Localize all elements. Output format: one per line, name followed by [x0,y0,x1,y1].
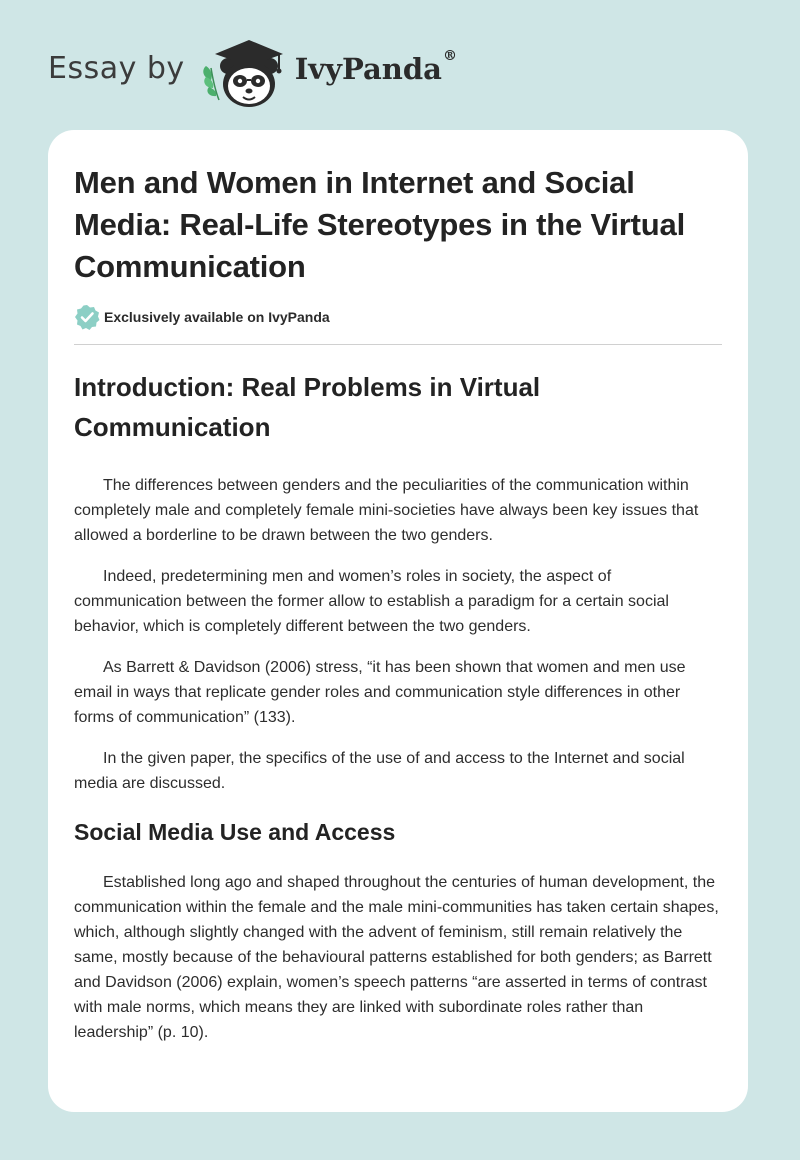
brand-prefix: Essay by [48,50,185,86]
essay-card [48,130,748,1112]
essay-content [74,162,722,1045]
paragraph: As Barrett & Davidson (2006) stress, “it has been shown that women and men use email in ways that replicate gender roles and communication style differences in other forms of communication” (133). [74,659,686,726]
paragraph: Established long ago and shaped throughout the centuries of human development, the communication within the female and the male mini-communities has taken certain shapes, which, although slightly changed with the advent of feminism, still remain relatively the same, mostly because of the behavioural patterns established for both genders; as Barrett and Davidson (2006) explain, women’s speech patterns “are asserted in terms of contrast with male norms, which means they are linked with subordinate roles rather than leadership” (p. 10). [74,874,719,1041]
exclusive-label: Exclusively available on IvyPanda [104,309,330,325]
check-circle-icon [74,304,100,330]
divider [74,344,722,345]
brand-header[interactable] [48,34,457,110]
essay-title: Men and Women in Internet and Social Media: Real-Life Stereotypes in the Virtual Communication [74,165,685,284]
section-heading-introduction: Introduction: Real Problems in Virtual Communication [74,372,541,442]
panda-graduation-cap-icon [197,34,293,110]
section-heading-social-media: Social Media Use and Access [74,819,396,845]
brand-name: IvyPanda® [294,48,457,86]
paragraph: The differences between genders and the peculiarities of the communication within completely male and completely female mini-societies have always been key issues that allowed a borderline to be drawn between the two genders. [74,477,699,544]
paragraph: Indeed, predetermining men and women’s roles in society, the aspect of communication between the former allow to establish a paradigm for a certain social behavior, which is completely different between the two genders. [74,568,669,635]
paragraph: In the given paper, the specifics of the use of and access to the Internet and social media are discussed. [74,750,685,792]
exclusive-badge [74,304,722,330]
